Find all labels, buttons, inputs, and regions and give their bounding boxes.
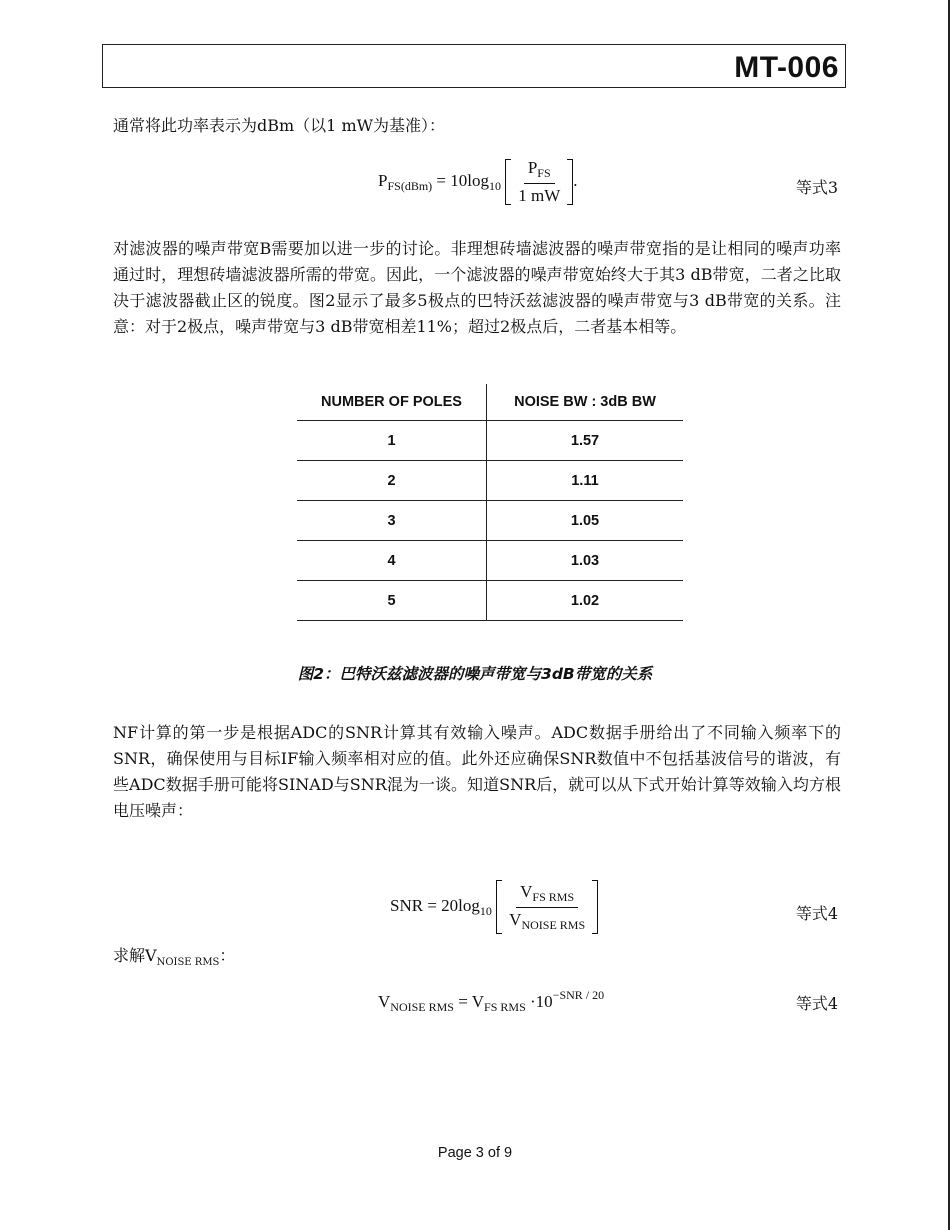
table-row	[297, 421, 683, 461]
table-row	[297, 461, 683, 501]
ratio-cell: 1.03	[487, 541, 684, 581]
eq3-lhs: P	[378, 170, 388, 190]
eq4a-coef-sub: 10	[479, 903, 492, 918]
doc-id: MT-006	[734, 51, 839, 84]
poles-cell: 4	[297, 541, 487, 581]
solve-line	[113, 943, 235, 968]
poles-cell: 1	[297, 421, 487, 461]
solve-sub: NOISE RMS	[156, 957, 220, 969]
eq4a-lhs: SNR	[390, 895, 424, 915]
ratio-cell: 1.02	[487, 581, 684, 621]
equation-4a	[390, 880, 598, 934]
eq4a-num-sub: FS RMS	[532, 889, 575, 904]
table-header-row	[297, 384, 683, 421]
eq3-fraction	[514, 158, 564, 206]
solve-prefix: 求解V	[113, 946, 157, 965]
eq4b-equals: =	[458, 992, 468, 1011]
eq3-left-bracket	[505, 159, 511, 205]
eq4b-lhs: V	[378, 992, 391, 1011]
eq4a-equals: =	[427, 895, 437, 915]
figure-caption: 图2：巴特沃兹滤波器的噪声带宽与3dB带宽的关系	[297, 665, 653, 683]
eq3-lhs-sub: FS(dBm)	[387, 178, 433, 193]
table-row	[297, 501, 683, 541]
eq3-num: P	[527, 158, 538, 177]
eq4b-v: V	[471, 992, 485, 1011]
header-poles: NUMBER OF POLES	[297, 384, 487, 421]
eq4b-lhs-sub: NOISE RMS	[390, 1000, 454, 1014]
eq3-tail: .	[573, 170, 578, 190]
eq4b-label: 等式4	[795, 994, 838, 1013]
noise-bw-paragraph: 对滤波器的噪声带宽B需要加以进一步的讨论。非理想砖墙滤波器的噪声带宽指的是让相同的噪声功率通过时，理想砖墙滤波器所需的带宽。因此，一个滤波器的噪声带宽始终大于其3 dB带宽，二者之比取决于滤波器截止区的锐度。图2显示了最多5极点的巴特沃兹滤波器的噪声带宽与3 dB带宽的关系。注意：对于2极点，噪声带宽与3 dB带宽相差11%；超过2极点后，二者基本相等。	[113, 239, 841, 336]
nf-paragraph: NF计算的第一步是根据ADC的SNR计算其有效输入噪声。ADC数据手册给出了不同输入频率下的SNR，确保使用与目标IF输入频率相对应的值。此外还应确保SNR数值中不包括基波信号的谐波，有些ADC数据手册可能将SINAD与SNR混为一谈。知道SNR后，就可以从下式开始计算等效输入均方根电压噪声：	[113, 723, 841, 820]
solve-suffix: ：	[219, 946, 236, 965]
eq4a-den: V	[509, 909, 522, 929]
eq3-label: 等式3	[795, 178, 838, 197]
eq3-coef-sub: 10	[488, 178, 501, 193]
ratio-cell: 1.57	[487, 421, 684, 461]
eq3-equals: =	[436, 170, 446, 190]
eq4a-fraction	[505, 882, 589, 933]
ratio-cell: 1.05	[487, 501, 684, 541]
poles-cell: 2	[297, 461, 487, 501]
eq4a-den-sub: NOISE RMS	[521, 917, 586, 932]
eq4a-left-bracket	[496, 880, 502, 934]
header-box	[102, 44, 846, 88]
eq4a-label: 等式4	[795, 904, 838, 923]
table-row	[297, 541, 683, 581]
eq3-den: 1 mW	[518, 186, 561, 205]
eq4b-mult: ·10	[530, 992, 553, 1011]
poles-cell: 3	[297, 501, 487, 541]
eq4a-coef: 20log	[441, 895, 480, 915]
equation-4b	[378, 988, 604, 1015]
poles-table	[297, 384, 683, 621]
page-footer: Page 3 of 9	[437, 1145, 513, 1161]
eq4b-exp: −SNR / 20	[552, 988, 605, 1002]
equation-3	[378, 158, 578, 206]
ratio-cell: 1.11	[487, 461, 684, 501]
eq4b-v-sub: FS RMS	[484, 1000, 526, 1014]
eq3-num-sub: FS	[537, 166, 551, 180]
poles-cell: 5	[297, 581, 487, 621]
header-noise-ratio: NOISE BW : 3dB BW	[487, 384, 684, 421]
eq4a-num: V	[520, 881, 533, 901]
table-row	[297, 581, 683, 621]
intro-text: 通常将此功率表示为dBm（以1 mW为基准）：	[113, 116, 446, 135]
eq4a-right-bracket	[592, 880, 598, 934]
eq3-coef: 10log	[450, 170, 489, 190]
